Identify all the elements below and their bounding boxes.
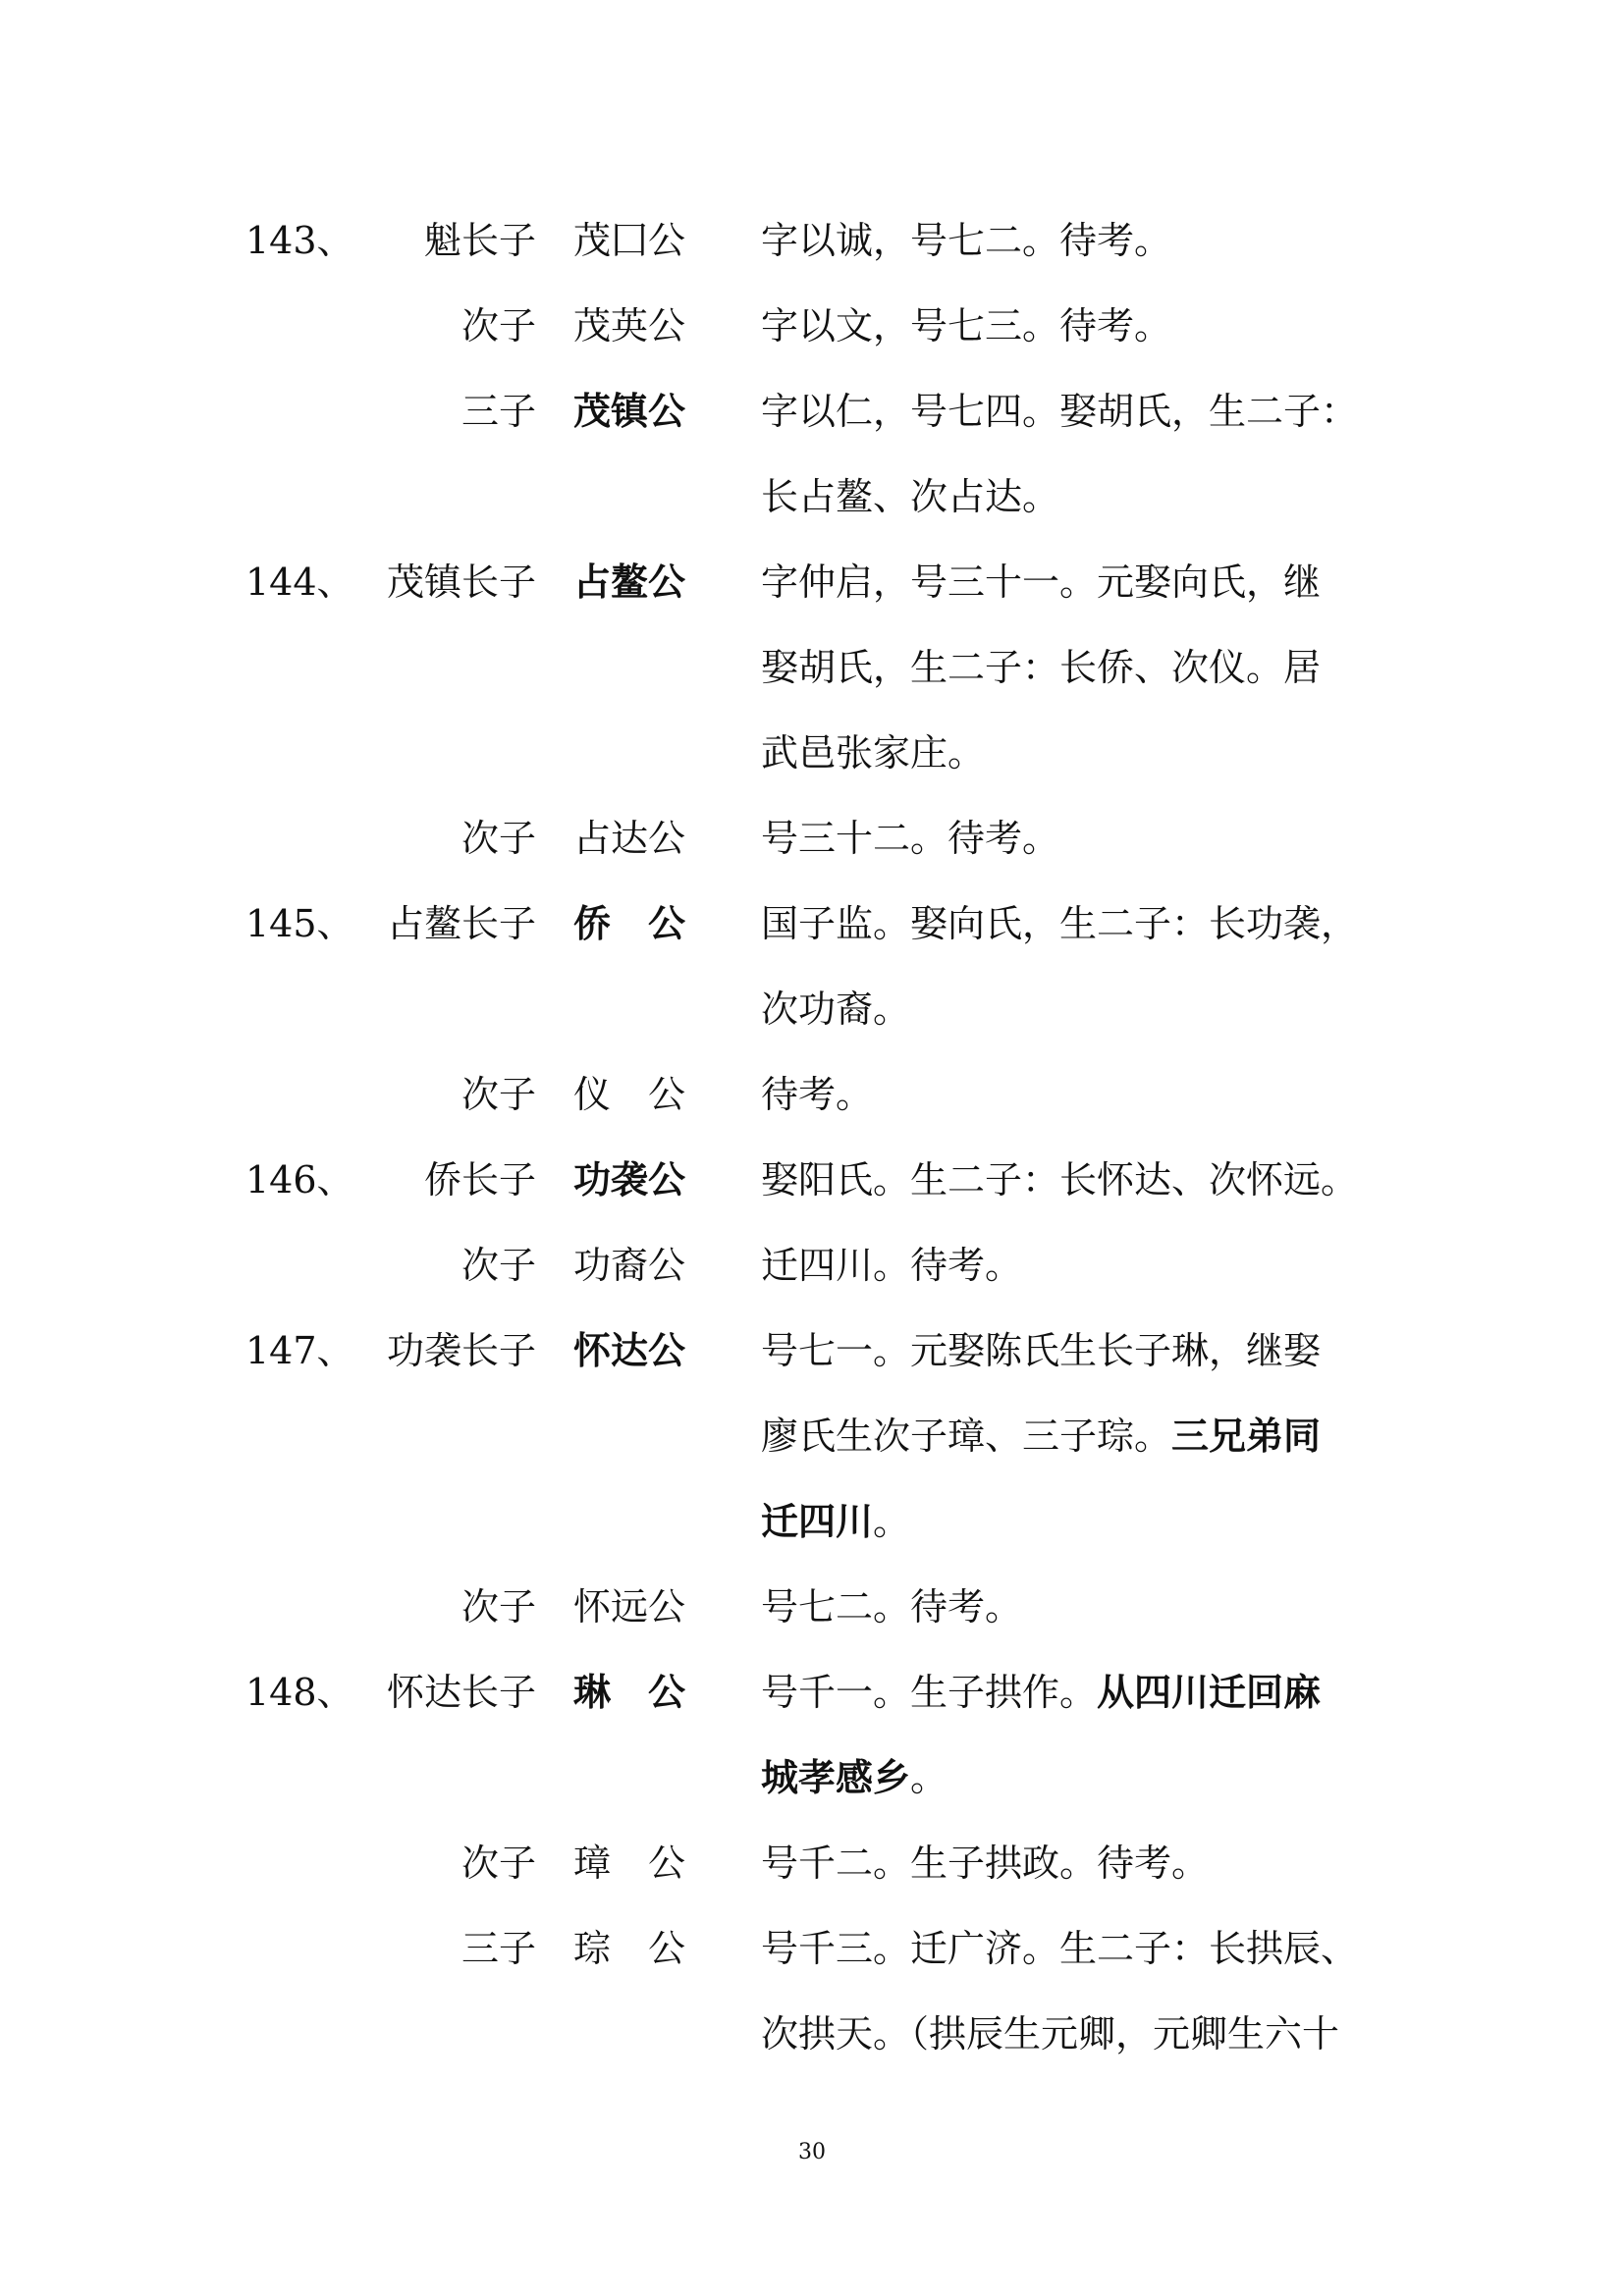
description-text: 号千一。生子拱作。 <box>761 1671 1098 1714</box>
entry-description: 长占鳌、次占达。 <box>761 475 1060 518</box>
genealogy-entry <box>0 1909 1624 1988</box>
entry-number: 143、 <box>245 219 354 262</box>
genealogy-entry <box>0 1568 1624 1646</box>
emphasized-text: 从四川迁回麻 <box>1097 1670 1322 1714</box>
entry-number: 148、 <box>245 1671 354 1714</box>
entry-description: 武邑张家庄。 <box>761 731 986 774</box>
entry-relation: 三子 <box>460 390 536 433</box>
entry-description <box>761 1397 1389 1475</box>
entry-description: 待考。 <box>761 1073 874 1116</box>
entry-name: 茂镇公 <box>573 389 686 433</box>
entry-continuation <box>0 1738 1624 1817</box>
entry-description: 字以诚，号七二。待考。 <box>761 219 1172 262</box>
entry-relation: 次子 <box>460 817 536 860</box>
entry-description: 次拱天。（拱辰生元卿，元卿生六十 <box>761 2012 1340 2056</box>
entry-name: 占达公 <box>573 817 686 860</box>
genealogy-entry <box>0 1226 1624 1305</box>
entry-name: 占鳌公 <box>573 560 686 604</box>
genealogy-entry <box>0 1311 1624 1390</box>
genealogy-entry <box>0 1824 1624 1902</box>
entry-continuation <box>0 1482 1624 1561</box>
entry-description: 娶阳氏。生二子：长怀达、次怀远。 <box>761 1158 1359 1201</box>
entry-relation: 茂镇长子 <box>386 561 536 604</box>
entry-name: 茂囗公 <box>573 219 686 262</box>
entry-name: 琳 公 <box>573 1670 686 1714</box>
genealogy-entry <box>0 1653 1624 1732</box>
genealogy-entry <box>0 201 1624 280</box>
entry-description <box>761 1482 1389 1561</box>
entry-continuation <box>0 1995 1624 2073</box>
entry-name: 璋 公 <box>573 1842 686 1885</box>
entry-name: 茂英公 <box>573 304 686 347</box>
entry-continuation <box>0 714 1624 792</box>
entry-relation: 怀达长子 <box>386 1671 536 1714</box>
entry-description <box>761 1653 1389 1732</box>
entry-relation: 次子 <box>460 304 536 347</box>
entry-description: 字仲启，号三十一。元娶向氏，继 <box>761 561 1322 604</box>
entry-number: 146、 <box>245 1158 354 1201</box>
entry-description: 号千二。生子拱政。待考。 <box>761 1842 1210 1885</box>
description-text: 。 <box>873 1500 911 1543</box>
entry-relation: 占鳌长子 <box>386 902 536 945</box>
entry-name: 怀达公 <box>573 1328 686 1372</box>
genealogy-entry <box>0 1141 1624 1219</box>
entry-relation: 次子 <box>460 1244 536 1287</box>
entry-relation: 魁长子 <box>423 219 536 262</box>
entry-description: 字以仁，号七四。娶胡氏，生二子： <box>761 390 1359 433</box>
entry-description: 国子监。娶向氏，生二子：长功袭， <box>761 902 1359 945</box>
entry-name: 仪 公 <box>573 1073 686 1116</box>
entry-continuation <box>0 628 1624 707</box>
entry-name: 琮 公 <box>573 1927 686 1970</box>
entry-relation: 功袭长子 <box>386 1329 536 1372</box>
genealogy-entry <box>0 372 1624 451</box>
entry-description: 号七二。待考。 <box>761 1585 1023 1629</box>
page-number: 30 <box>798 2140 826 2164</box>
entry-relation: 次子 <box>460 1073 536 1116</box>
entry-continuation <box>0 1397 1624 1475</box>
genealogy-entry <box>0 543 1624 621</box>
entry-description: 迁四川。待考。 <box>761 1244 1023 1287</box>
entry-description: 次功裔。 <box>761 988 911 1031</box>
entry-name: 功裔公 <box>573 1244 686 1287</box>
entry-number: 144、 <box>245 561 354 604</box>
entry-relation: 次子 <box>460 1842 536 1885</box>
entry-relation: 三子 <box>460 1927 536 1970</box>
entry-continuation <box>0 457 1624 536</box>
entry-description: 字以文，号七三。待考。 <box>761 304 1172 347</box>
entry-continuation <box>0 970 1624 1048</box>
emphasized-text: 城孝感乡 <box>761 1755 911 1799</box>
entry-name: 侨 公 <box>573 901 686 945</box>
emphasized-text: 三兄弟同 <box>1171 1414 1322 1458</box>
entry-number: 145、 <box>245 902 354 945</box>
entry-description: 号七一。元娶陈氏生长子琳，继娶 <box>761 1329 1322 1372</box>
genealogy-entry <box>0 799 1624 878</box>
genealogy-entry <box>0 884 1624 963</box>
description-text: 廖氏生次子璋、三子琮。 <box>761 1415 1172 1458</box>
entry-number: 147、 <box>245 1329 354 1372</box>
entry-description: 娶胡氏，生二子：长侨、次仪。居 <box>761 646 1322 689</box>
entry-relation: 次子 <box>460 1585 536 1629</box>
entry-description: 号三十二。待考。 <box>761 817 1060 860</box>
genealogy-entry <box>0 287 1624 365</box>
description-text: 。 <box>910 1756 948 1799</box>
entry-description <box>761 1738 1389 1817</box>
genealogy-entry <box>0 1055 1624 1134</box>
entry-name: 怀远公 <box>573 1585 686 1629</box>
entry-description: 号千三。迁广济。生二子：长拱辰、 <box>761 1927 1359 1970</box>
entry-relation: 侨长子 <box>423 1158 536 1201</box>
emphasized-text: 迁四川 <box>761 1499 874 1543</box>
entry-name: 功袭公 <box>573 1157 686 1201</box>
